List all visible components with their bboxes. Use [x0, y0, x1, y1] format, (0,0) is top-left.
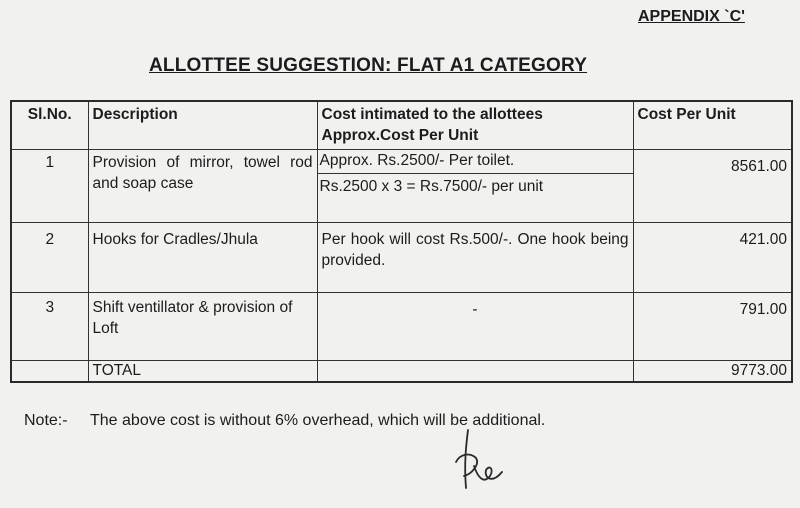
row-description: Hooks for Cradles/Jhula	[88, 222, 317, 292]
table-header-row	[11, 101, 792, 149]
row-description: Provision of mirror, towel rod and soap case	[88, 149, 317, 222]
row-sl: 3	[11, 292, 88, 360]
header-sl-no: Sl.No.	[11, 101, 88, 149]
header-cost-intimated-line2: Approx.Cost Per Unit	[321, 127, 479, 144]
row-cost-per-unit: 421.00	[633, 222, 792, 292]
row-cost-line2: Rs.2500 x 3 = Rs.7500/- per unit	[319, 177, 544, 195]
row-sl: 1	[11, 149, 88, 222]
cost-table	[10, 100, 793, 383]
row-cost-line1: Approx. Rs.2500/- Per toilet.	[318, 150, 633, 174]
table-row	[11, 222, 792, 292]
total-value: 9773.00	[633, 360, 792, 382]
table-row	[11, 149, 792, 222]
table-row	[11, 292, 792, 360]
row-cost-intimated: Per hook will cost Rs.500/-. One hook being provided.	[317, 222, 633, 292]
header-description: Description	[88, 101, 317, 149]
note-text: The above cost is without 6% overhead, which will be additional.	[90, 412, 546, 429]
row-cost-per-unit: 8561.00	[633, 149, 792, 222]
document-title: ALLOTTEE SUGGESTION: FLAT A1 CATEGORY	[149, 55, 588, 76]
total-label: TOTAL	[88, 360, 317, 382]
row-cost-intimated	[317, 149, 633, 222]
header-cost-intimated	[317, 101, 633, 149]
header-cost-intimated-line1: Cost intimated to the allottees	[321, 106, 543, 123]
appendix-label: APPENDIX `C'	[638, 8, 745, 25]
total-row	[11, 360, 792, 382]
signature-mark	[450, 426, 520, 498]
row-cost-intimated: -	[317, 292, 633, 360]
note-label: Note:-	[24, 412, 68, 429]
row-sl: 2	[11, 222, 88, 292]
total-sl-empty	[11, 360, 88, 382]
total-cost-empty	[317, 360, 633, 382]
header-cost-per-unit: Cost Per Unit	[633, 101, 792, 149]
row-description: Shift ventillator & provision of Loft	[88, 292, 317, 360]
row-cost-per-unit: 791.00	[633, 292, 792, 360]
